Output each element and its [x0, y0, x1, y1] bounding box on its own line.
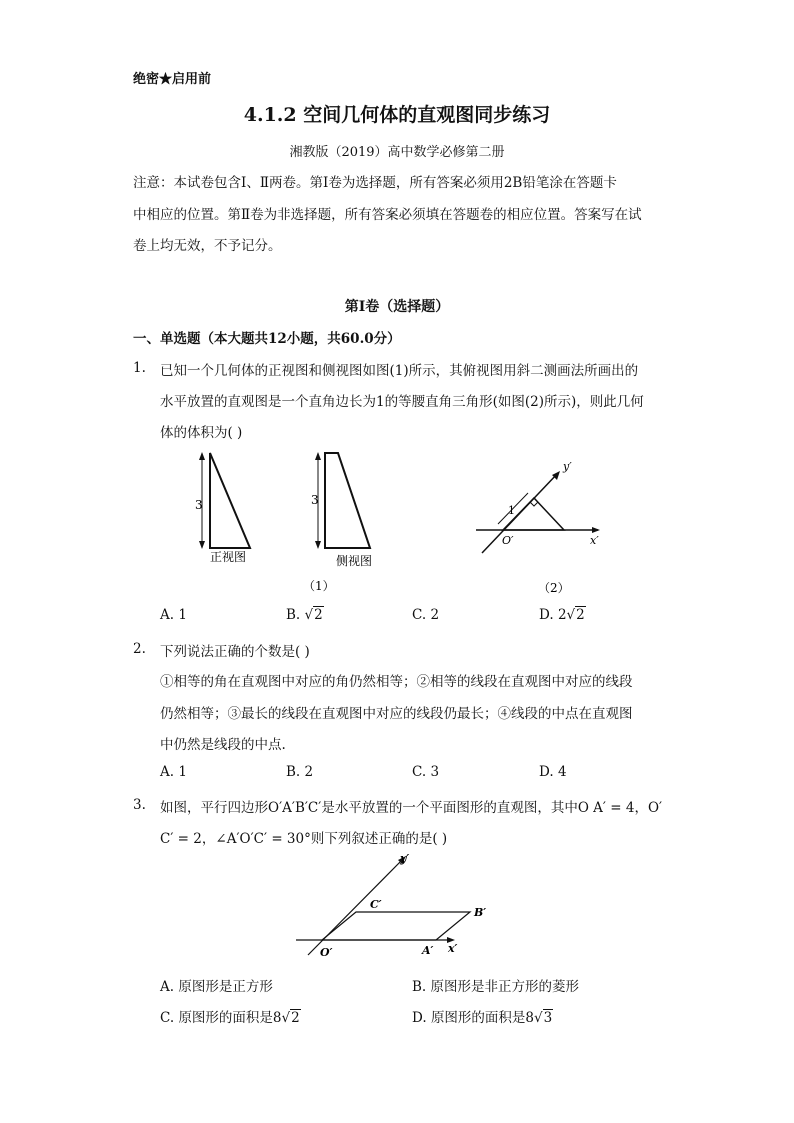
q3-figure-parallelogram — [290, 850, 487, 965]
y-axis-label: y′ — [563, 460, 572, 473]
sqrt: √2 — [304, 607, 323, 623]
q3-option-c[interactable]: C. 原图形的面积是8√2 — [160, 1010, 300, 1026]
vertex-b-label: B′ — [474, 906, 487, 919]
sqrt: √3 — [534, 1010, 553, 1026]
side-dim-label: 3 — [311, 493, 319, 507]
x-axis-label: x′ — [590, 534, 599, 547]
q1-option-a[interactable]: A. 1 — [160, 607, 187, 623]
q1-number: 1. — [133, 360, 146, 376]
side-dim-arrow-top — [315, 452, 321, 460]
q1-figure-views — [190, 448, 400, 598]
q1-line-2: 水平放置的直观图是一个直角边长为1的等腰直角三角形(如图(2)所示)，则此几何 — [160, 394, 644, 410]
confidential-mark: 绝密★启用前 — [133, 72, 212, 87]
side-view-trapezoid — [325, 453, 370, 548]
q3-line-2: C′ = 2，∠A′O′C′ = 30°则下列叙述正确的是( ) — [160, 831, 448, 847]
q3-option-b[interactable]: B. 原图形是非正方形的菱形 — [412, 979, 580, 995]
notice-line-2: 中相应的位置。第Ⅱ卷为非选择题，所有答案必须填在答题卷的相应位置。答案写在试 — [133, 207, 642, 223]
q2-option-d[interactable]: D. 4 — [539, 764, 567, 780]
sqrt: √2 — [566, 607, 585, 623]
front-dim-arrow-bottom — [199, 541, 205, 549]
q1-option-c[interactable]: C. 2 — [412, 607, 440, 623]
q2-line-2: ①相等的角在直观图中对应的角仍然相等；②相等的线段在直观图中对应的线段 — [160, 674, 633, 690]
caption-1: （1） — [303, 579, 335, 593]
notice-line-3: 卷上均无效，不予记分。 — [133, 238, 282, 254]
sqrt: √2 — [281, 1010, 300, 1026]
caption-2: （2） — [538, 581, 570, 595]
y-axis-label: y′ — [400, 852, 410, 865]
subtitle: 湘教版（2019）高中数学必修第二册 — [289, 145, 505, 160]
notice-line-1: 注意：本试卷包含Ⅰ、Ⅱ两卷。第Ⅰ卷为选择题，所有答案必须用2B铅笔涂在答题卡 — [133, 175, 617, 191]
q3-number: 3. — [133, 797, 146, 813]
q2-number: 2. — [133, 641, 146, 657]
origin-label: O′ — [502, 534, 514, 547]
q1-line-1: 已知一个几何体的正视图和侧视图如图(1)所示，其俯视图用斜二测画法所画出的 — [160, 363, 639, 379]
q3-option-d[interactable]: D. 原图形的面积是8√3 — [412, 1010, 553, 1026]
vertex-a-label: A′ — [422, 944, 434, 957]
q1-option-b[interactable]: B. √2 — [286, 607, 323, 623]
front-view-label: 正视图 — [210, 550, 247, 564]
front-dim-label: 3 — [195, 498, 203, 512]
page-title: 4.1.2 空间几何体的直观图同步练习 — [243, 104, 551, 126]
side-view-label: 侧视图 — [336, 554, 373, 568]
right-angle-mark — [530, 502, 538, 506]
length-label: 1 — [508, 504, 515, 517]
q2-option-a[interactable]: A. 1 — [160, 764, 187, 780]
q1-figure-oblique — [470, 458, 610, 598]
q2-line-3: 仍然相等；③最长的线段在直观图中对应的线段仍最长；④线段的中点在直观图 — [160, 706, 633, 722]
part-title: 一、单选题（本大题共12小题，共60.0分） — [133, 331, 401, 347]
front-dim-arrow-top — [199, 452, 205, 460]
q1-line-3: 体的体积为( ) — [160, 425, 243, 441]
side-dim-arrow-bottom — [315, 541, 321, 549]
q3-line-1: 如图，平行四边形O′A′B′C′是水平放置的一个平面图形的直观图，其中O A′ = 4，O′ — [160, 800, 663, 816]
x-axis-label: x′ — [448, 942, 458, 955]
q1-option-d[interactable]: D. 2√2 — [539, 607, 585, 623]
section-title: 第Ⅰ卷（选择题） — [344, 299, 450, 315]
vertex-c-label: C′ — [370, 898, 382, 911]
q2-line-4: 中仍然是线段的中点. — [160, 737, 286, 753]
q2-option-b[interactable]: B. 2 — [286, 764, 314, 780]
q3-option-a[interactable]: A. 原图形是正方形 — [160, 979, 273, 995]
q2-line-1: 下列说法正确的个数是( ) — [160, 644, 310, 660]
parallelogram — [322, 912, 470, 940]
q2-option-c[interactable]: C. 3 — [412, 764, 440, 780]
x-axis-arrow — [592, 527, 600, 533]
origin-label: O′ — [320, 946, 333, 959]
front-view-triangle — [210, 453, 250, 548]
